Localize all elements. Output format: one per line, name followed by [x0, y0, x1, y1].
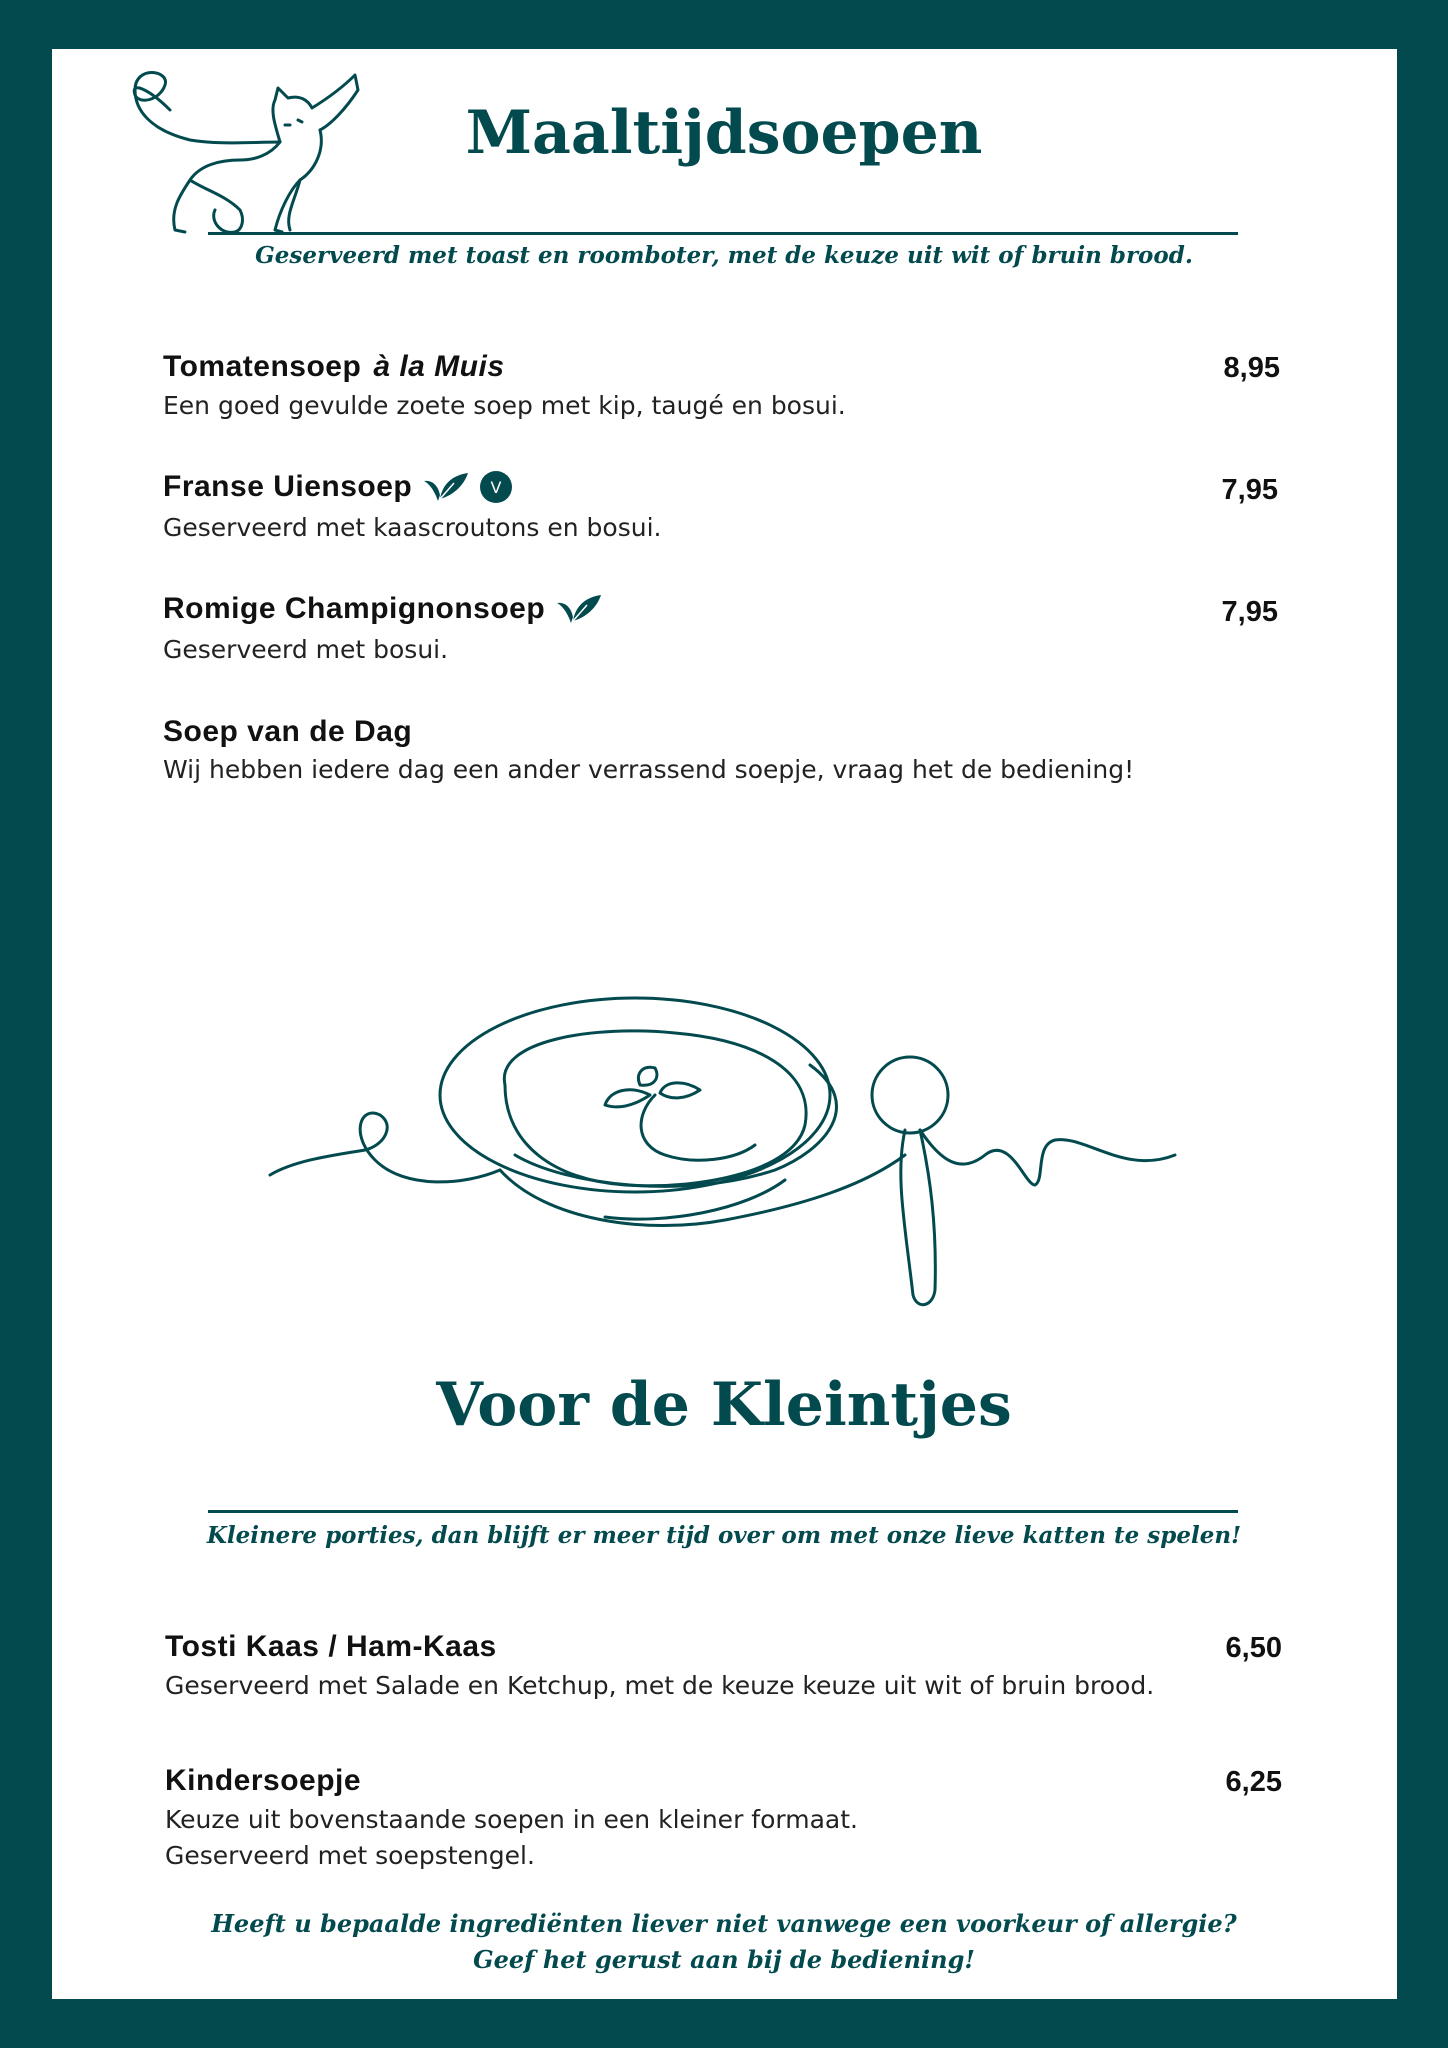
allergy-note-line2: Geef het gerust aan bij de bediening!: [473, 1945, 975, 1974]
kids-subtitle: Kleinere porties, dan blijft er meer tijd over om met onze lieve katten te spelen!: [206, 1522, 1242, 1549]
menu-item-price: 6,50: [1225, 1632, 1282, 1664]
soups-title: Maaltijdsoepen: [465, 98, 983, 168]
menu-item-description: Geserveerd met kaascroutons en bosui.: [163, 513, 662, 542]
item-name-main: Tomatensoep: [163, 350, 362, 383]
leaf-icon: [557, 593, 601, 625]
menu-item-name: [163, 715, 412, 749]
item-name-main: Soep van de Dag: [163, 715, 413, 748]
menu-item-price: 7,95: [1221, 474, 1278, 506]
menu-item-description: Wij hebben iedere dag een ander verrassend soepje, vraag het de bediening!: [163, 755, 1135, 784]
menu-item-price: 7,95: [1221, 596, 1278, 628]
item-name-italic: à la Muis: [373, 350, 505, 383]
soup-bowl-illustration: [265, 995, 1185, 1315]
item-name-main: Romige Champignonsoep: [163, 592, 546, 625]
menu-item-description: Een goed gevulde zoete soep met kip, taugé en bosui.: [163, 391, 846, 420]
kids-title: Voor de Kleintjes: [436, 1370, 1012, 1440]
menu-item-description-line1: Keuze uit bovenstaande soepen in een kleiner formaat.: [165, 1805, 858, 1834]
menu-item-name: [163, 350, 505, 384]
item-name-main: Franse Uiensoep: [163, 470, 413, 503]
menu-item-name: [165, 1764, 361, 1798]
kids-divider: [208, 1510, 1238, 1513]
menu-item-price: 8,95: [1223, 352, 1280, 384]
menu-item-price: 6,25: [1225, 1766, 1282, 1798]
soups-subtitle: Geserveerd met toast en roomboter, met de keuze uit wit of bruin brood.: [255, 242, 1193, 269]
menu-item-description-line2: Geserveerd met soepstengel.: [165, 1841, 535, 1870]
item-name-main: Tosti Kaas / Ham-Kaas: [165, 1630, 497, 1663]
leaf-icon: [424, 471, 468, 503]
menu-item-description: Geserveerd met bosui.: [163, 635, 449, 664]
menu-item-name: [163, 470, 512, 504]
item-name-main: Kindersoepje: [165, 1764, 362, 1797]
soups-divider: [208, 232, 1238, 235]
allergy-note-line1: Heeft u bepaalde ingrediënten liever niet vanwege een voorkeur of allergie?: [211, 1909, 1237, 1938]
menu-item-name: [165, 1630, 497, 1664]
vegan-badge: V: [480, 471, 512, 503]
menu-item-description: Geserveerd met Salade en Ketchup, met de keuze keuze uit wit of bruin brood.: [165, 1671, 1155, 1700]
menu-item-name: [163, 592, 601, 626]
